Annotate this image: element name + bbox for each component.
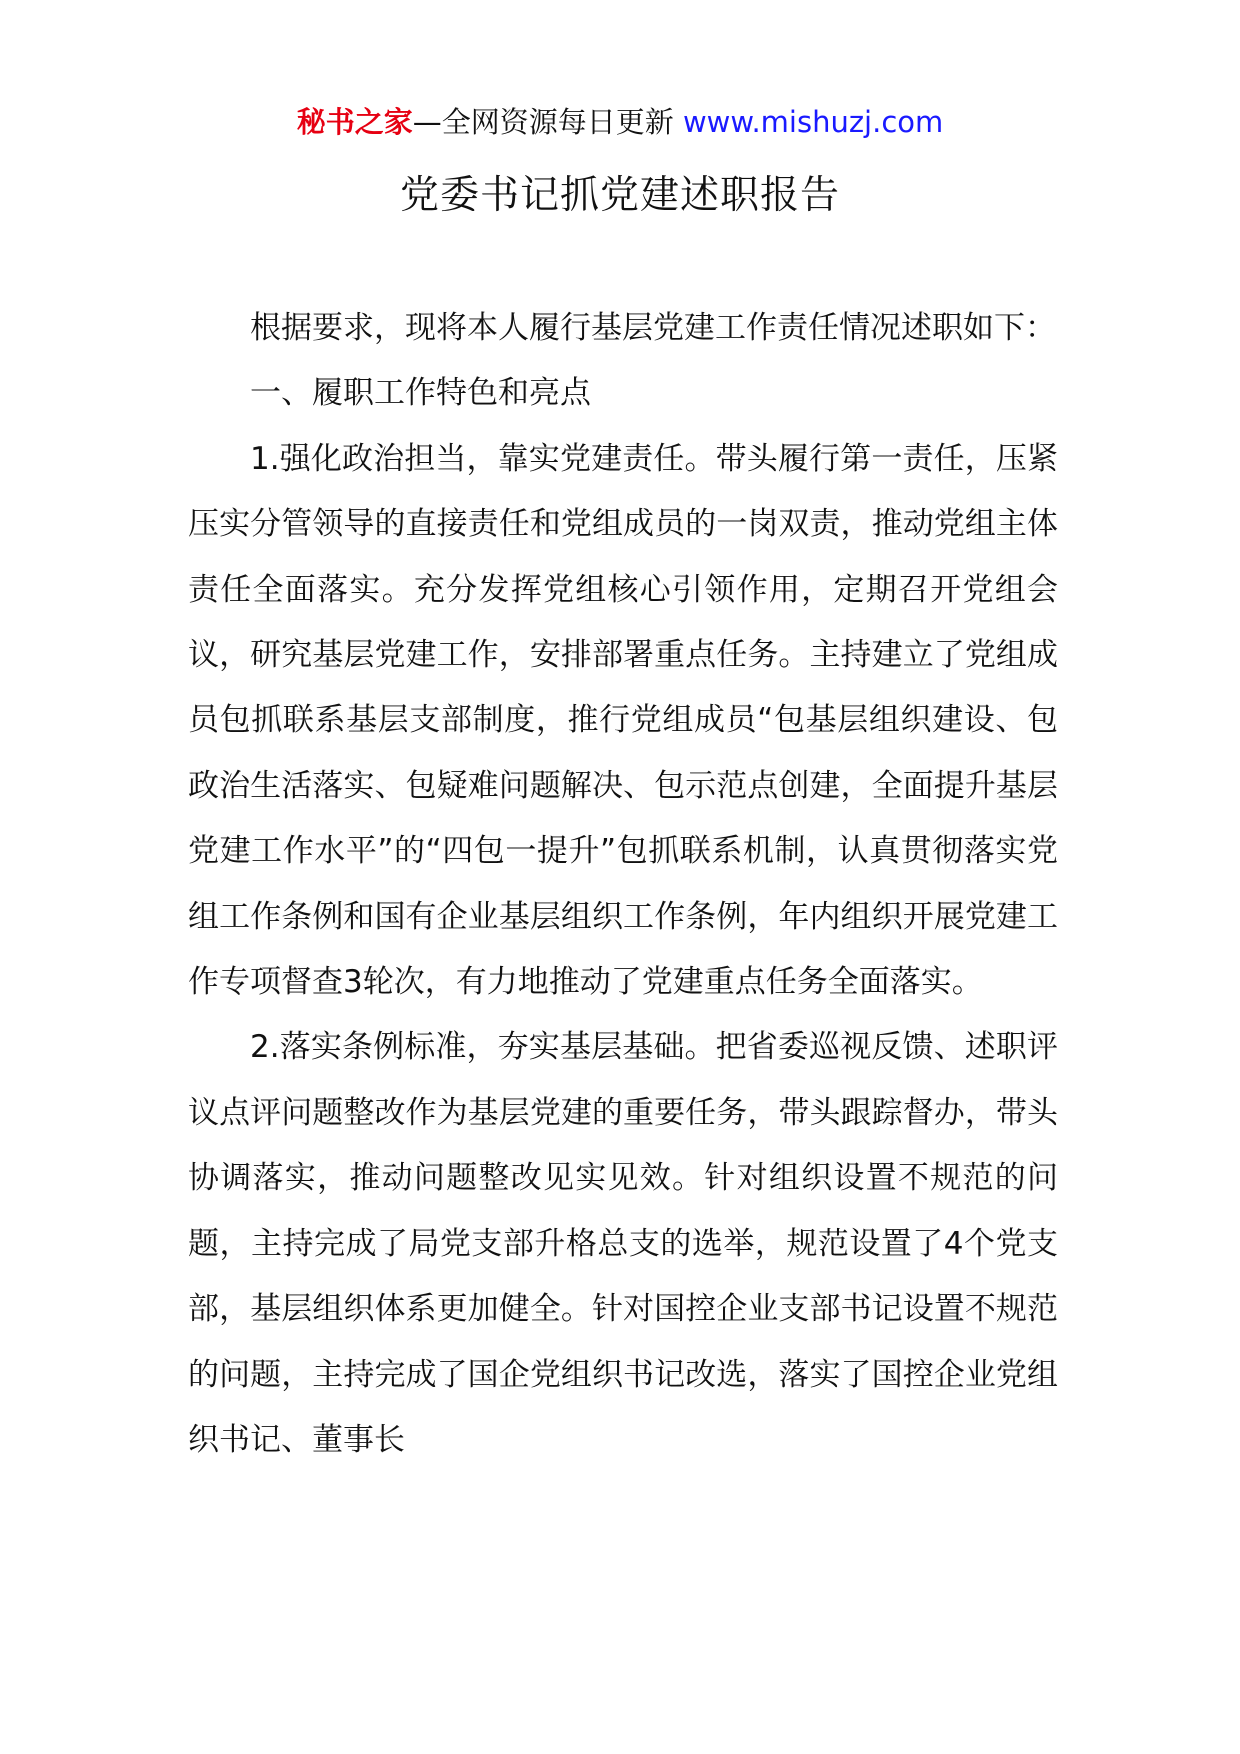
section-heading: 一、履职工作特色和亮点 xyxy=(250,375,591,412)
brand-name: 秘书之家 xyxy=(296,105,413,139)
site-header xyxy=(0,100,1240,144)
body-paragraph: 2.落实条例标准，夯实基层基础。把省委巡视反馈、述职评议点评问题整改作为基层党建的重要任务，带头跟踪督办，带头协调落实，推动问题整改见实见效。针对组织设置不规范的问题，主持完成了局党支部升格总支的选举，规范设置了4个党支部，基层组织体系更加健全。针对国控企业支部书记设置不规范的问题，主持完成了国企党组织书记改选，落实了国控企业党组织书记、董事长 xyxy=(188,1029,1058,1458)
document-title: 党委书记抓党建述职报告 xyxy=(399,173,840,218)
site-url-link[interactable]: www.mishuzj.com xyxy=(682,105,944,139)
header-tagline: —全网资源每日更新 xyxy=(412,105,683,139)
document-body xyxy=(188,296,1058,1473)
intro-paragraph: 根据要求，现将本人履行基层党建工作责任情况述职如下： xyxy=(250,310,1056,346)
body-paragraph: 1.强化政治担当，靠实党建责任。带头履行第一责任，压紧压实分管领导的直接责任和党组成员的一岗双责，推动党组主体责任全面落实。充分发挥党组核心引领作用，定期召开党组会议，研究基层党建工作，安排部署重点任务。主持建立了党组成员包抓联系基层支部制度，推行党组成员“包基层组织建设、包政治生活落实、包疑难问题解决、包示范点创建，全面提升基层党建工作水平”的“四包一提升”包抓联系机制，认真贯彻落实党组工作条例和国有企业基层组织工作条例，年内组织开展党建工作专项督查3轮次，有力地推动了党建重点任务全面落实。 xyxy=(188,440,1058,1001)
